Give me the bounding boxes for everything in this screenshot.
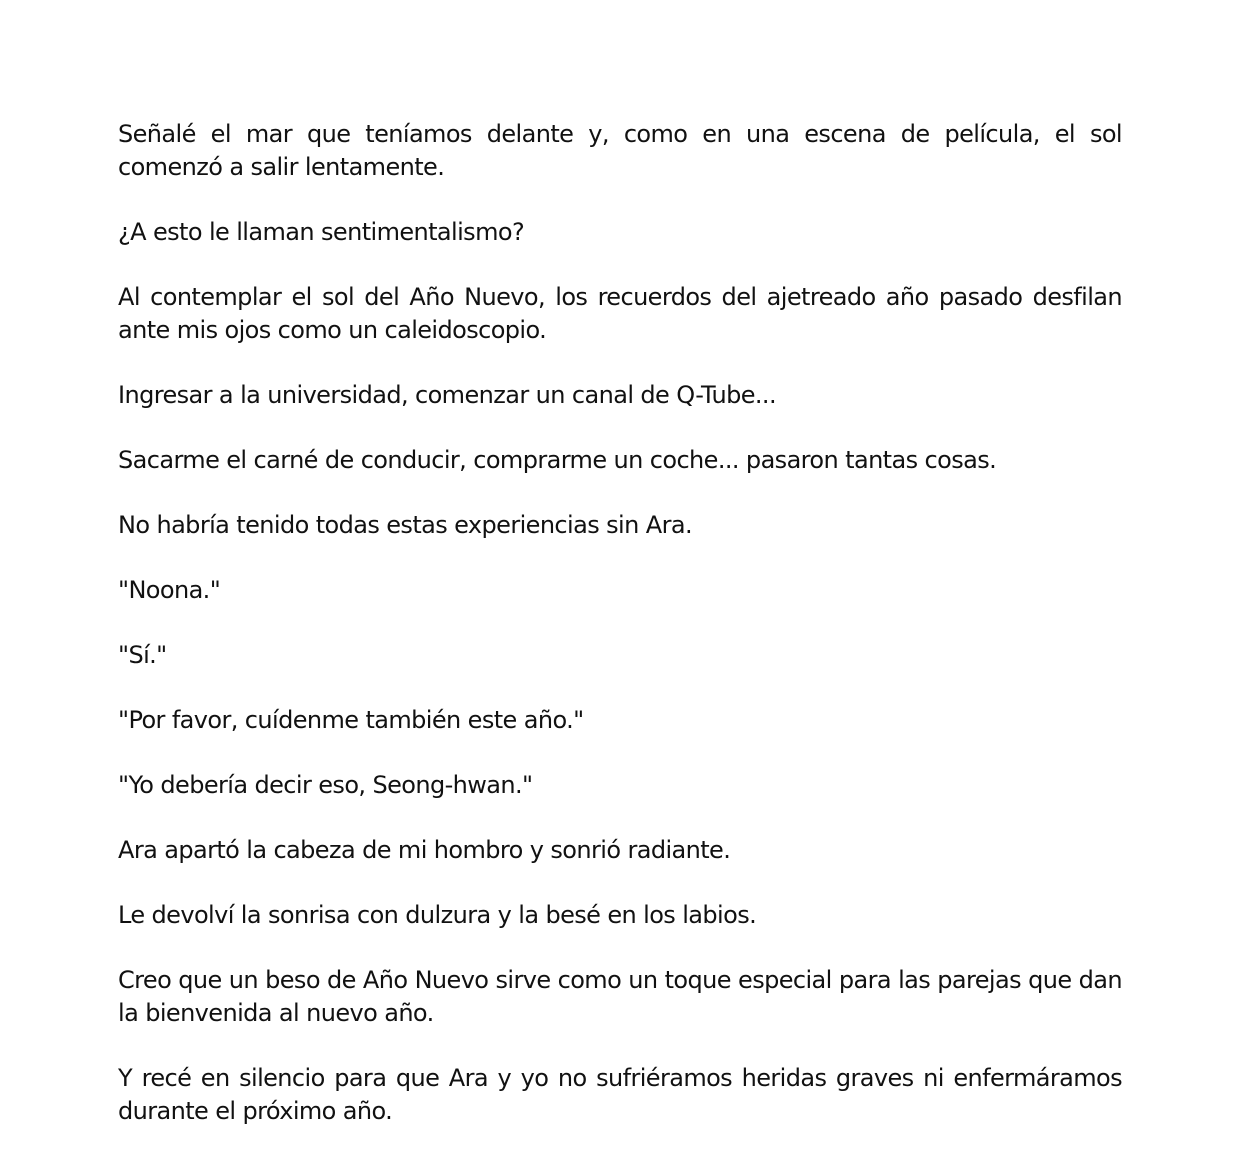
paragraph: "Yo debería decir eso, Seong-hwan." [118,771,533,799]
document-page [118,118,1122,1160]
paragraph: Creo que un beso de Año Nuevo sirve como un toque especial para las parejas que dan la bienvenida al nuevo año. [118,966,1122,1027]
paragraph: Sacarme el carné de conducir, comprarme un coche... pasaron tantas cosas. [118,446,997,474]
paragraph: ¿A esto le llaman sentimentalismo? [118,218,525,246]
paragraph: No habría tenido todas estas experiencias sin Ara. [118,511,692,539]
paragraph: "Noona." [118,576,221,604]
paragraph: "Por favor, cuídenme también este año." [118,706,584,734]
paragraph: Le devolví la sonrisa con dulzura y la besé en los labios. [118,901,757,929]
paragraph: Señalé el mar que teníamos delante y, como en una escena de película, el sol comenzó a salir lentamente. [118,120,1122,181]
paragraph: "Sí." [118,641,167,669]
paragraph: Ingresar a la universidad, comenzar un canal de Q-Tube... [118,381,776,409]
paragraph: Ara apartó la cabeza de mi hombro y sonrió radiante. [118,836,731,864]
paragraph: Y recé en silencio para que Ara y yo no sufriéramos heridas graves ni enfermáramos durante el próximo año. [118,1064,1122,1125]
paragraph: Al contemplar el sol del Año Nuevo, los recuerdos del ajetreado año pasado desfilan ante mis ojos como un caleidoscopio. [118,283,1122,344]
